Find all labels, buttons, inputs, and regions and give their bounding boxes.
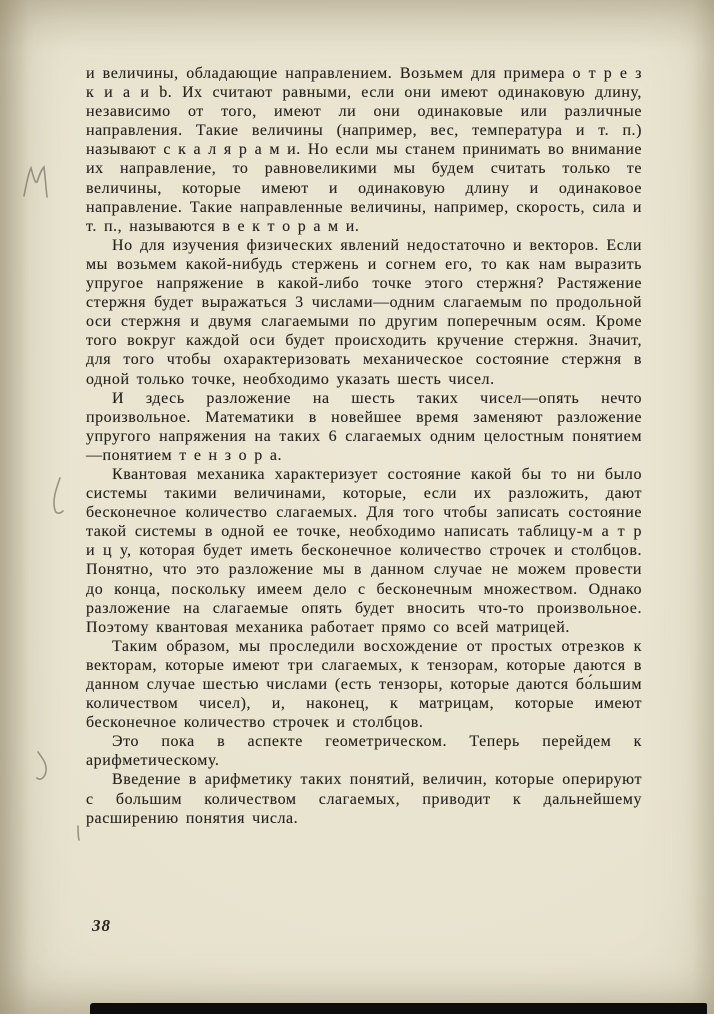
paragraph-3: И здесь разложение на шесть таких чисел—опять нечто произвольное. Математики в новейшее время заменяют разложение упругого напряжения на таких 6 слагаемых одним целостным понятием—понятием т е н з о р а. <box>86 389 642 464</box>
paragraph-2: Но для изучения физических явлений недостаточно и векторов. Если мы возьмем какой-нибудь стержень и согнем его, то как нам выразить упругое напряжение в какой-либо точке этого стержня? Растяжение стержня будет выражаться 3 числами—одним слагаемым по продольной оси стержня и двумя слагаемыми по другим поперечным осям. Кроме того вокруг каждой оси будет происходить кручение стержня. Значит, для того чтобы охарактеризовать механическое состояние стержня в одной только точке, необходимо указать шесть чисел. <box>86 236 642 388</box>
tick-mark <box>78 826 79 840</box>
check-slash-mark <box>54 478 63 513</box>
handwritten-m-mark <box>24 167 47 197</box>
page-text <box>86 64 642 828</box>
paragraph-4: Квантовая механика характеризует состояние какой бы то ни было системы такими величинами, которые, если их разложить, дают бесконечное количество слагаемых. Для того чтобы записать состояние такой системы в одной ее точке, необходимо написать таблицу-м а т р и ц у, которая будет иметь бесконечное количество строчек и столбцов. Понятно, что это разложение мы в данном случае не можем провести до конца, поскольку имеем дело с бесконечным множеством. Однако разложение на слагаемые опять будет вносить что-то произвольное. Поэтому квантовая механика работает прямо со всей матрицей. <box>86 465 642 636</box>
paragraph-7: Введение в арифметику таких понятий, величин, которые оперируют с большим количеством слагаемых, приводит к дальнейшему расширению понятия числа. <box>86 771 642 827</box>
paragraph-5: Таким образом, мы проследили восхождение от простых отрезков к векторам, которые имеют три слагаемых, к тензорам, которые даются в данном случае шестью числами (есть тензоры, которые даются бо́льшим количеством чисел), и, наконец, к матрицам, которые имеют бесконечное количество строчек и столбцов. <box>86 637 642 732</box>
paragraph-1: и величины, обладающие направлением. Возьмем для примера о т р е з к и a и b. Их считают равными, если они имеют одинаковую длину, независимо от того, имеют ли они одинаковые или различные направления. Такие величины (например, вес, температура и т. п.) называют с к а л я р а м и. Но если мы станем принимать во внимание их направление, то равновеликими мы будем считать только те величины, которые имеют и одинаковую длину и одинаковое направление. Такие направленные величины, например, скорость, сила и т. п., называются в е к т о р а м и. <box>86 65 642 235</box>
paragraph-6: Это пока в аспекте геометрическом. Теперь перейдем к арифметическому. <box>86 733 642 770</box>
scan-edge-shadow <box>90 1003 707 1014</box>
squiggle-mark <box>37 752 46 779</box>
page-number: 38 <box>92 916 111 935</box>
